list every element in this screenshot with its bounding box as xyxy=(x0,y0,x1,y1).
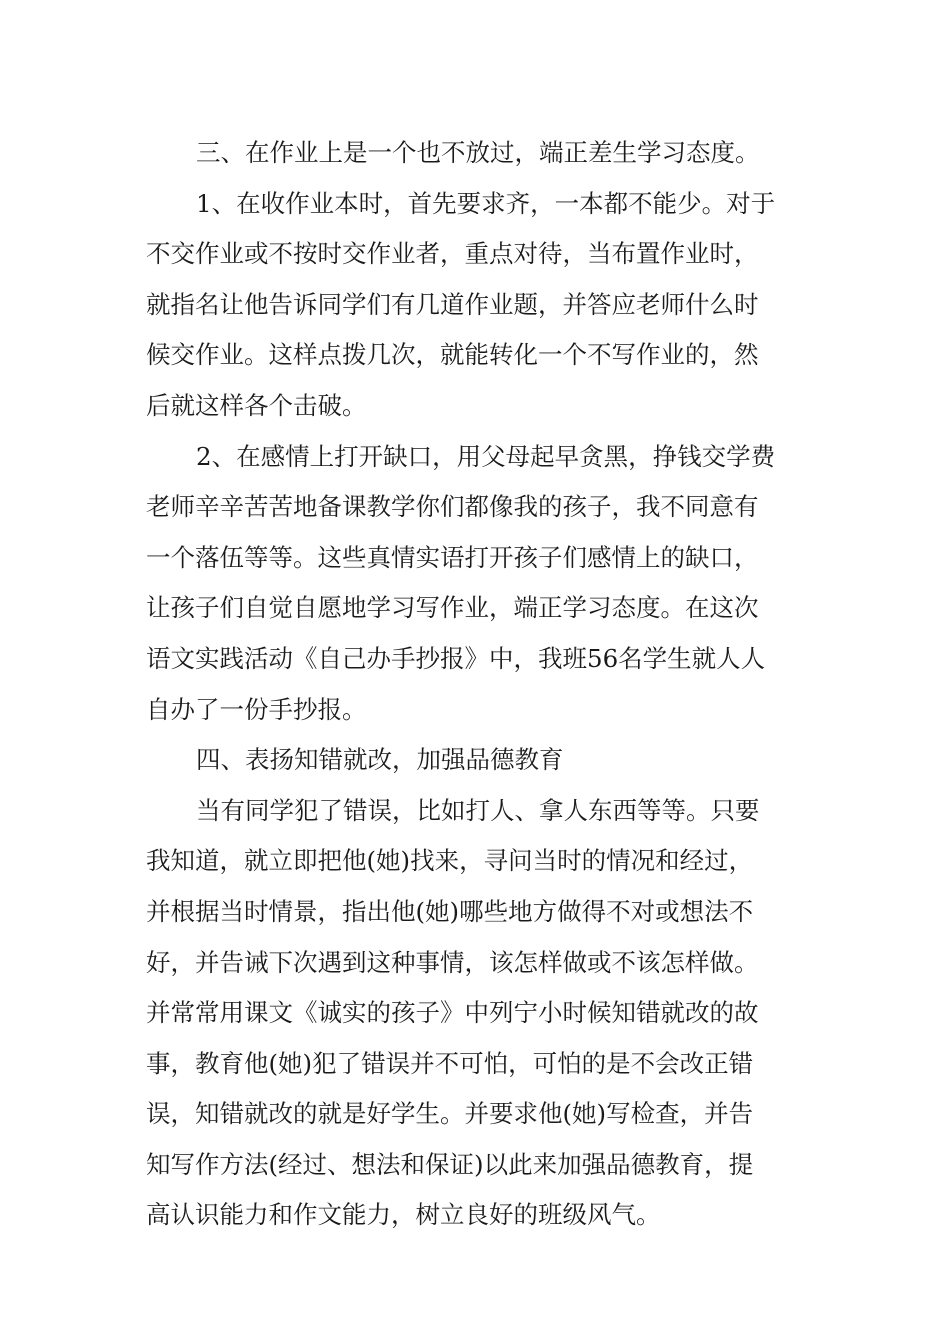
document-body xyxy=(146,128,810,1241)
paragraph-line: 后就这样各个击破。 xyxy=(146,390,367,420)
paragraph-line: 我知道，就立即把他(她)找来，寻问当时的情况和经过， xyxy=(146,846,754,876)
paragraph-line: 当有同学犯了错误，比如打人、拿人东西等等。只要 xyxy=(196,795,760,825)
paragraph-line: 知写作方法(经过、想法和保证)以此来加强品德教育，提 xyxy=(146,1149,754,1179)
paragraph-line: 让孩子们自觉自愿地学习写作业，端正学习态度。在这次 xyxy=(146,593,759,623)
section-heading-three: 三、在作业上是一个也不放过，端正差生学习态度。 xyxy=(196,138,760,167)
paragraph-line: 就指名让他告诉同学们有几道作业题，并答应老师什么时 xyxy=(146,289,759,319)
paragraph-line: 自办了一份手抄报。 xyxy=(146,694,367,724)
paragraph-line: 不交作业或不按时交作业者，重点对待，当布置作业时， xyxy=(146,239,759,269)
paragraph-line: 一个落伍等等。这些真情实语打开孩子们感情上的缺口， xyxy=(146,542,759,572)
paragraph-line: 高认识能力和作文能力，树立良好的班级风气。 xyxy=(146,1200,661,1230)
paragraph-line: 事，教育他(她)犯了错误并不可怕，可怕的是不会改正错 xyxy=(146,1048,754,1078)
paragraph-line: 2、在感情上打开缺口，用父母起早贪黑，挣钱交学费 xyxy=(196,441,776,471)
paragraph-line: 误，知错就改的就是好学生。并要求他(她)写检查，并告 xyxy=(146,1099,754,1129)
section-heading-four: 四、表扬知错就改，加强品德教育 xyxy=(196,745,564,775)
paragraph-line: 并根据当时情景，指出他(她)哪些地方做得不对或想法不 xyxy=(146,896,754,926)
paragraph-line: 好，并告诫下次遇到这种事情，该怎样做或不该怎样做。 xyxy=(146,947,759,977)
paragraph-line: 候交作业。这样点拨几次，就能转化一个不写作业的，然 xyxy=(146,340,759,370)
paragraph-line: 1、在收作业本时，首先要求齐，一本都不能少。对于 xyxy=(196,188,776,218)
paragraph-line: 老师辛辛苦苦地备课教学你们都像我的孩子，我不同意有 xyxy=(146,492,759,522)
paragraph-line: 语文实践活动《自己办手抄报》中，我班56名学生就人人 xyxy=(146,643,766,673)
paragraph-line: 并常常用课文《诚实的孩子》中列宁小时候知错就改的故 xyxy=(146,998,759,1028)
